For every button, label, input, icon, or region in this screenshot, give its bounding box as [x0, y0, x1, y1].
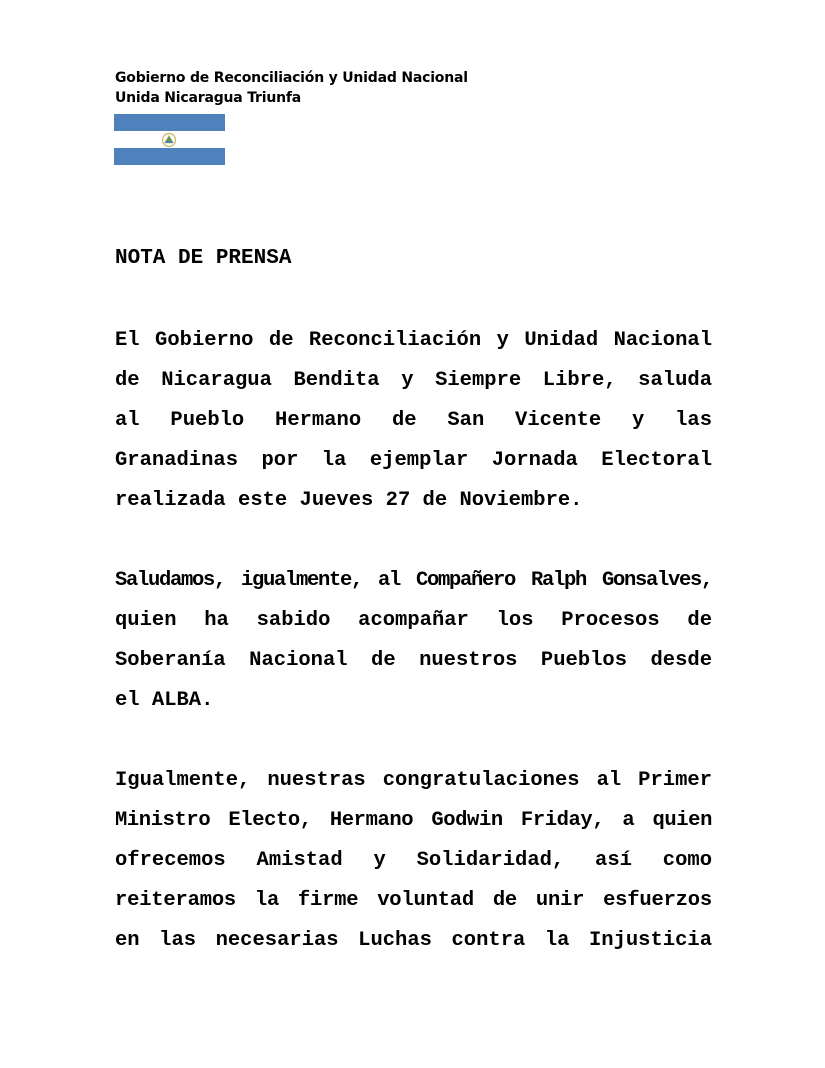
- paragraph-line: quien ha sabido acompañar los Procesos de: [115, 609, 712, 632]
- paragraph-line: Soberanía Nacional de nuestros Pueblos desde: [115, 649, 712, 672]
- paragraph-line: Saludamos, igualmente, al Compañero Ralph Gonsalves,: [115, 569, 712, 592]
- paragraph-line: en las necesarias Luchas contra la Injusticia: [115, 929, 712, 952]
- paragraph-line: Igualmente, nuestras congratulaciones al Primer: [115, 769, 712, 792]
- paragraph-1: [115, 321, 712, 521]
- paragraph-2: [115, 561, 712, 721]
- header-government-name: Gobierno de Reconciliación y Unidad Nacional: [115, 70, 468, 86]
- paragraph-line: el ALBA.: [115, 689, 214, 712]
- paragraph-line: Granadinas por la ejemplar Jornada Electoral: [115, 449, 712, 472]
- header-slogan: Unida Nicaragua Triunfa: [115, 90, 301, 106]
- paragraph-line: El Gobierno de Reconciliación y Unidad Nacional: [115, 329, 712, 352]
- nicaragua-flag-icon: [114, 114, 225, 165]
- paragraph-line: ofrecemos Amistad y Solidaridad, así como: [115, 849, 712, 872]
- coat-of-arms-icon: [161, 132, 177, 148]
- document-header: [115, 68, 468, 108]
- paragraph-3: [115, 761, 712, 961]
- paragraph-line: realizada este Jueves 27 de Noviembre.: [115, 489, 583, 512]
- paragraph-line: al Pueblo Hermano de San Vicente y las: [115, 409, 712, 432]
- paragraph-line: de Nicaragua Bendita y Siempre Libre, saluda: [115, 369, 712, 392]
- paragraph-line: reiteramos la firme voluntad de unir esfuerzos: [115, 889, 712, 912]
- page-title: NOTA DE PRENSA: [115, 247, 292, 270]
- flag-bottom-stripe: [114, 148, 225, 165]
- flag-top-stripe: [114, 114, 225, 131]
- paragraph-line: Ministro Electo, Hermano Godwin Friday, a quien: [115, 809, 712, 832]
